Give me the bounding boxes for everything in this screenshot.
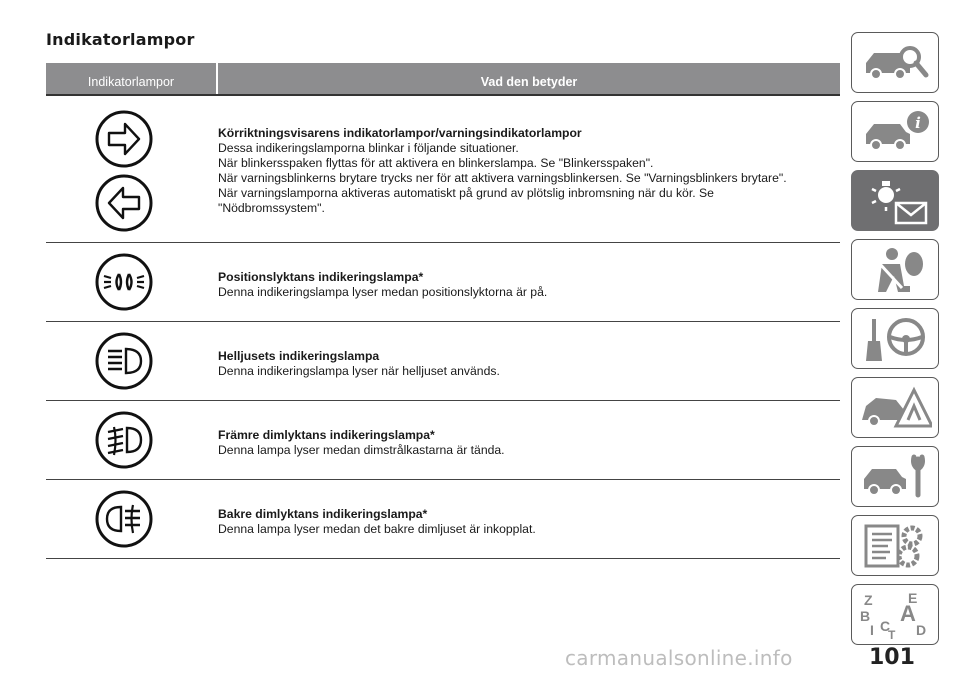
tab-index[interactable] xyxy=(851,584,939,645)
row-text-line: När blinkersspaken flyttas för att aktivera en blinkerslampa. Se "Blinkersspaken". xyxy=(218,156,654,170)
row-text-line: Denna indikeringslampa lyser medan positionslyktorna är på. xyxy=(218,285,548,299)
row-title: Helljusets indikeringslampa xyxy=(218,349,380,363)
tab-safety[interactable] xyxy=(851,239,939,300)
row-text-line: Denna indikeringslampa lyser när helljuset används. xyxy=(218,364,500,378)
tab-emergency[interactable] xyxy=(851,377,939,438)
column-header-indicator: Indikatorlampor xyxy=(87,75,175,89)
table-row xyxy=(46,243,840,322)
table-row xyxy=(46,322,840,401)
car-warning-triangle-icon xyxy=(860,384,932,432)
tab-warning-lights[interactable] xyxy=(851,170,939,231)
rear-fog-light-icon xyxy=(94,489,154,549)
left-turn-arrow-icon xyxy=(94,173,154,233)
tab-specifications[interactable] xyxy=(851,515,939,576)
car-wrench-icon xyxy=(860,453,932,501)
front-fog-light-icon xyxy=(94,410,154,470)
svg-text:i: i xyxy=(915,114,921,132)
index-letter: T xyxy=(888,628,896,639)
row-title: Främre dimlyktans indikeringslampa* xyxy=(218,428,435,442)
index-letter: B xyxy=(860,608,871,624)
row-text-line: När varningsblinkerns brytare trycks ner för att aktivera varningsblinkersen. Se "Varningsblinkers brytare". xyxy=(218,171,787,185)
table-header xyxy=(46,63,840,96)
index-letter: A xyxy=(900,601,916,626)
car-search-icon xyxy=(860,39,932,87)
right-turn-arrow-icon xyxy=(94,109,154,169)
index-letter: Z xyxy=(864,592,873,608)
index-letter: C xyxy=(880,618,891,634)
row-title: Bakre dimlyktans indikeringslampa* xyxy=(218,507,428,521)
index-letter: E xyxy=(908,591,918,606)
watermark: carmanualsonline.info xyxy=(565,646,793,670)
row-text-line: Denna lampa lyser medan dimstrålkastarna är tända. xyxy=(218,443,505,457)
tab-car-search[interactable] xyxy=(851,32,939,93)
row-text-line: "Nödbromssystem". xyxy=(218,201,325,215)
tab-driving[interactable] xyxy=(851,308,939,369)
key-steering-wheel-icon xyxy=(860,315,932,363)
row-description xyxy=(218,349,500,379)
seatbelt-airbag-icon xyxy=(860,246,932,294)
position-light-icon xyxy=(94,252,154,312)
warning-light-message-icon xyxy=(860,177,932,225)
row-text-line: Dessa indikeringslamporna blinkar i följande situationer. xyxy=(218,141,519,155)
row-text-line: När varningslamporna aktiveras automatiskt på grund av plötslig inbromsning när du kör. Se xyxy=(218,186,714,200)
high-beam-icon xyxy=(94,331,154,391)
index-letter: D xyxy=(916,622,927,638)
page-number: 101 xyxy=(869,645,915,670)
row-description xyxy=(218,126,787,216)
row-title: Körriktningsvisarens indikatorlampor/varningsindikatorlampor xyxy=(218,126,582,140)
row-title: Positionslyktans indikeringslampa* xyxy=(218,270,424,284)
alphabetical-index-icon xyxy=(860,591,932,639)
row-text-line: Denna lampa lyser medan det bakre dimljuset är inkopplat. xyxy=(218,522,536,536)
row-description xyxy=(218,270,547,300)
row-description xyxy=(218,507,536,537)
page-title: Indikatorlampor xyxy=(46,30,195,49)
table-row xyxy=(46,401,840,480)
table-row xyxy=(46,96,840,243)
column-header-meaning: Vad den betyder xyxy=(480,75,578,89)
index-letter: I xyxy=(870,622,874,638)
tab-maintenance[interactable] xyxy=(851,446,939,507)
car-info-icon xyxy=(860,108,932,156)
tab-car-info[interactable] xyxy=(851,101,939,162)
table-row xyxy=(46,480,840,559)
row-description xyxy=(218,428,505,458)
specifications-gear-icon xyxy=(860,522,932,570)
